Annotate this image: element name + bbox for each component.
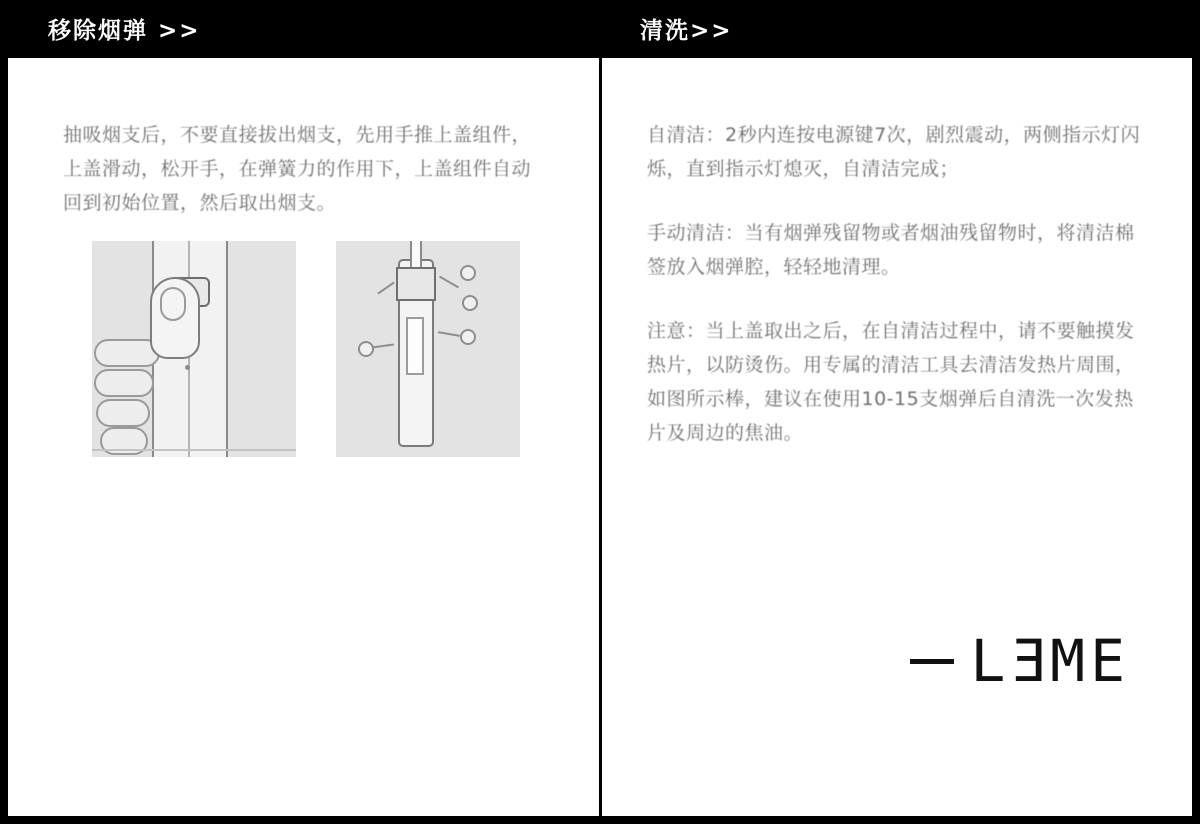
cap-assembly xyxy=(396,267,436,301)
page-border-left xyxy=(0,0,8,824)
callout-badge-3 xyxy=(460,329,476,345)
right-column xyxy=(602,58,1192,816)
arrow-line-4 xyxy=(372,343,394,348)
figure-push-cap-with-thumb xyxy=(92,241,296,457)
left-column-heading: 移除烟弹 >> xyxy=(48,18,201,44)
page-border-bottom xyxy=(0,816,1200,824)
left-paragraph-1: 抽吸烟支后，不要直接拔出烟支，先用手推上盖组件，上盖滑动，松开手，在弹簧力的作用下，上盖组件自动回到初始位置，然后取出烟支。 xyxy=(63,124,532,214)
right-paragraph-1: 自清洁：2秒内连按电源键7次，剧烈震动，两侧指示灯闪烁，直到指示灯熄灭，自清洁完成； xyxy=(647,124,1141,180)
brand-dash-mark xyxy=(910,659,954,664)
callout-badge-1 xyxy=(460,265,476,281)
callout-badge-4 xyxy=(358,341,374,357)
callout-badge-2 xyxy=(462,295,478,311)
arrow-line-2 xyxy=(439,276,459,289)
arrow-line-3 xyxy=(438,331,460,337)
figure-remove-stick-arrows xyxy=(336,241,520,457)
page-border-right xyxy=(1192,0,1200,824)
right-paragraph-3: 注意：当上盖取出之后，在自清洁过程中，请不要触摸发热片，以防烫伤。用专属的清洁工具去清洁发热片周围，如图所示棒，建议在使用10-15支烟弹后自清洗一次发热片及周边的焦油。 xyxy=(647,320,1135,444)
figure-group xyxy=(92,241,520,457)
right-column-heading: 清洗>> xyxy=(640,18,733,44)
thumb-illustration xyxy=(150,277,200,359)
figure-baseline xyxy=(92,449,296,451)
right-paragraph-2: 手动清洁：当有烟弹残留物或者烟油残留物时，将清洁棉签放入烟弹腔，轻轻地清理。 xyxy=(647,222,1135,278)
device-window xyxy=(406,317,424,375)
arrow-line-1 xyxy=(377,281,395,294)
brand-logo xyxy=(910,627,1130,695)
brand-wordmark: LƎME xyxy=(970,627,1130,695)
